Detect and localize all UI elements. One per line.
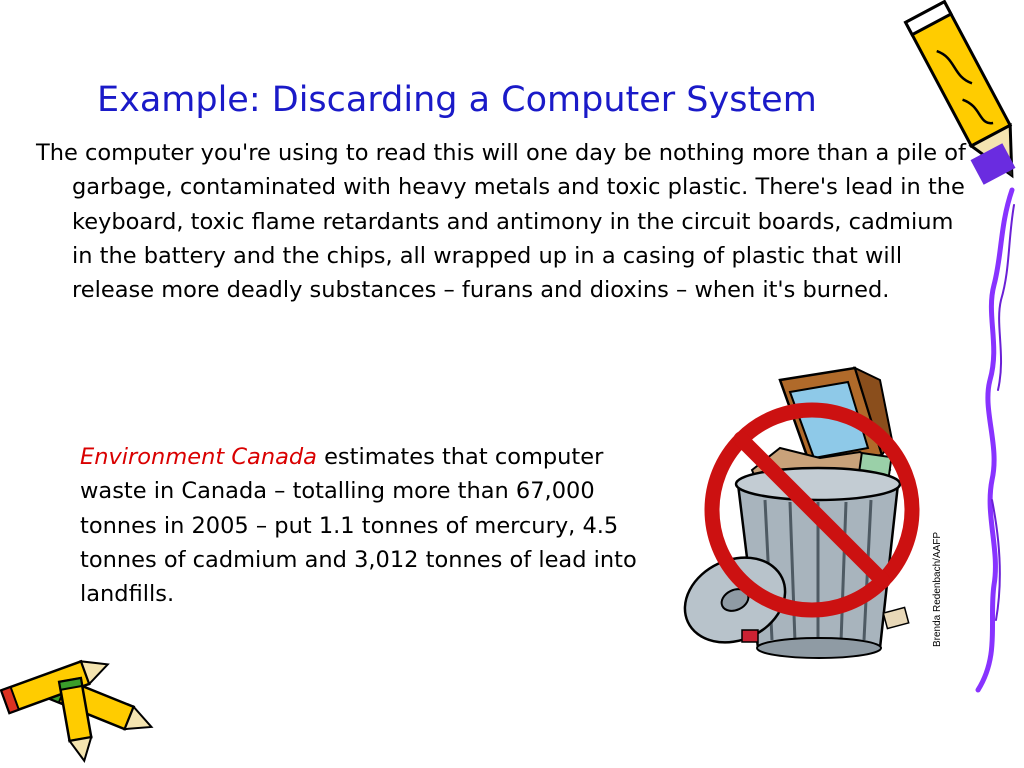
trash-can-illustration	[671, 368, 912, 658]
body-paragraph: The computer you're using to read this will one day be nothing more than a pile of garbage, contaminated with heavy metals and toxic plastic. There's lead in the keyboard, toxic flame retardants and antimony in the circuit boards, cadmium in the battery and the chips, all wrapped up in a casing of plastic that will release more deadly substances – furans and dioxins – when it's burned.	[36, 140, 966, 304]
crossed-pencils-icon	[1, 653, 156, 763]
organization-name: Environment Canada	[80, 444, 317, 470]
slide-title: Example: Discarding a Computer System	[97, 80, 817, 120]
image-credit: Brenda Redenbach/AAFP	[932, 531, 943, 647]
callout-paragraph	[80, 440, 650, 611]
callout-text: estimates that computer waste in Canada – totalling more than 67,000 tonnes in 2005 – put 1.1 tonnes of mercury, 4.5 tonnes of cadmium and 3,012 tonnes of lead into landfills.	[80, 444, 637, 608]
